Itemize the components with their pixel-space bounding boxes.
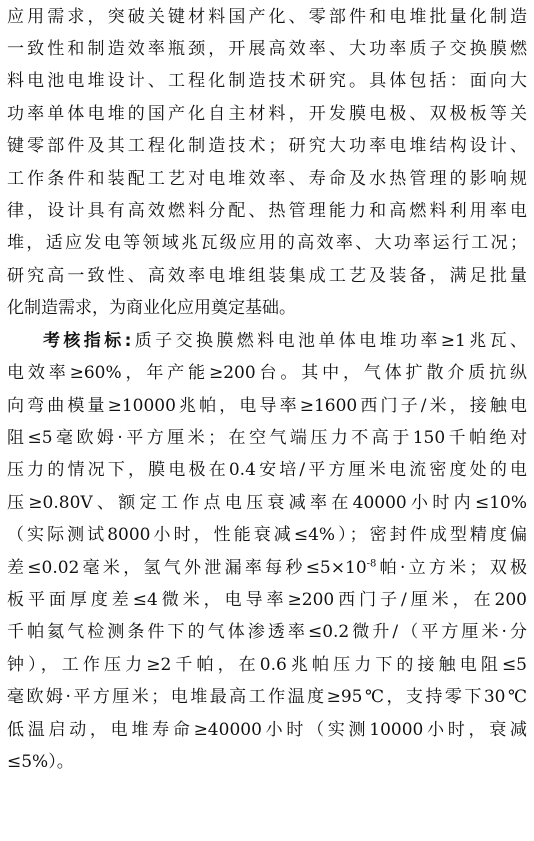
assessment-label: 考核指标: <box>43 331 132 351</box>
text-line: 钟），工作压力≥2千帕，在0.6兆帕压力下的接触电阻≤5 <box>7 655 527 675</box>
text-run: 帕·立方米；双极 <box>376 558 528 578</box>
text-line: 向弯曲模量≥10000兆帕，电导率≥1600西门子/米，接触电 <box>7 396 527 416</box>
text-line: 律，设计具有高效燃料分配、热管理能力和高燃料利用率电 <box>7 201 527 221</box>
text-line: ≤5%）。 <box>7 752 74 772</box>
text-line: 功率单体电堆的国产化自主材料，开发膜电极、双极板等关 <box>7 104 527 124</box>
text-line: （实际测试8000小时，性能衰减≤4%）；密封件成型精度偏 <box>7 525 527 545</box>
text-run: 质子交换膜燃料电池单体电堆功率≥1兆瓦、 <box>131 331 527 351</box>
text-line: 应用需求，突破关键材料国产化、零部件和电堆批量化制造 <box>7 7 527 27</box>
text-line: 一致性和制造效率瓶颈，开展高效率、大功率质子交换膜燃 <box>7 39 527 59</box>
text-line: 毫欧姆·平方厘米；电堆最高工作温度≥95℃，支持零下30℃ <box>7 687 527 707</box>
text-line: 阻≤5毫欧姆·平方厘米；在空气端压力不高于150千帕绝对 <box>7 428 527 448</box>
text-line: 压力的情况下，膜电极在0.4安培/平方厘米电流密度处的电 <box>7 460 527 480</box>
text-line: 压≥0.80V、额定工作点电压衰减率在40000小时内≤10% <box>7 493 527 513</box>
text-line: 化制造需求，为商业化应用奠定基础。 <box>7 298 296 318</box>
text-line: 研究高一致性、高效率电堆组装集成工艺及装备，满足批量 <box>7 266 527 286</box>
text-run: 差≤0.02毫米，氢气外泄漏率每秒≤5×10 <box>7 558 367 578</box>
text-line-leak-rate <box>7 555 527 581</box>
text-line: 堆，适应发电等领域兆瓦级应用的高效率、大功率运行工况； <box>7 233 527 253</box>
text-line: 电效率≥60%，年产能≥200台。其中，气体扩散介质抗纵 <box>7 363 527 383</box>
exponent: -8 <box>366 558 377 570</box>
text-line-first <box>43 328 527 354</box>
text-line: 键零部件及其工程化制造技术；研究大功率电堆结构设计、 <box>7 136 527 156</box>
text-line: 料电池电堆设计、工程化制造技术研究。具体包括：面向大 <box>7 71 527 91</box>
text-line: 千帕氦气检测条件下的气体渗透率≤0.2微升/（平方厘米·分 <box>7 622 527 642</box>
text-line: 工作条件和装配工艺对电堆效率、寿命及水热管理的影响规 <box>7 169 527 189</box>
text-line: 低温启动，电堆寿命≥40000小时（实测10000小时，衰减 <box>7 720 527 740</box>
text-line: 板平面厚度差≤4微米，电导率≥200西门子/厘米，在200 <box>7 590 527 610</box>
